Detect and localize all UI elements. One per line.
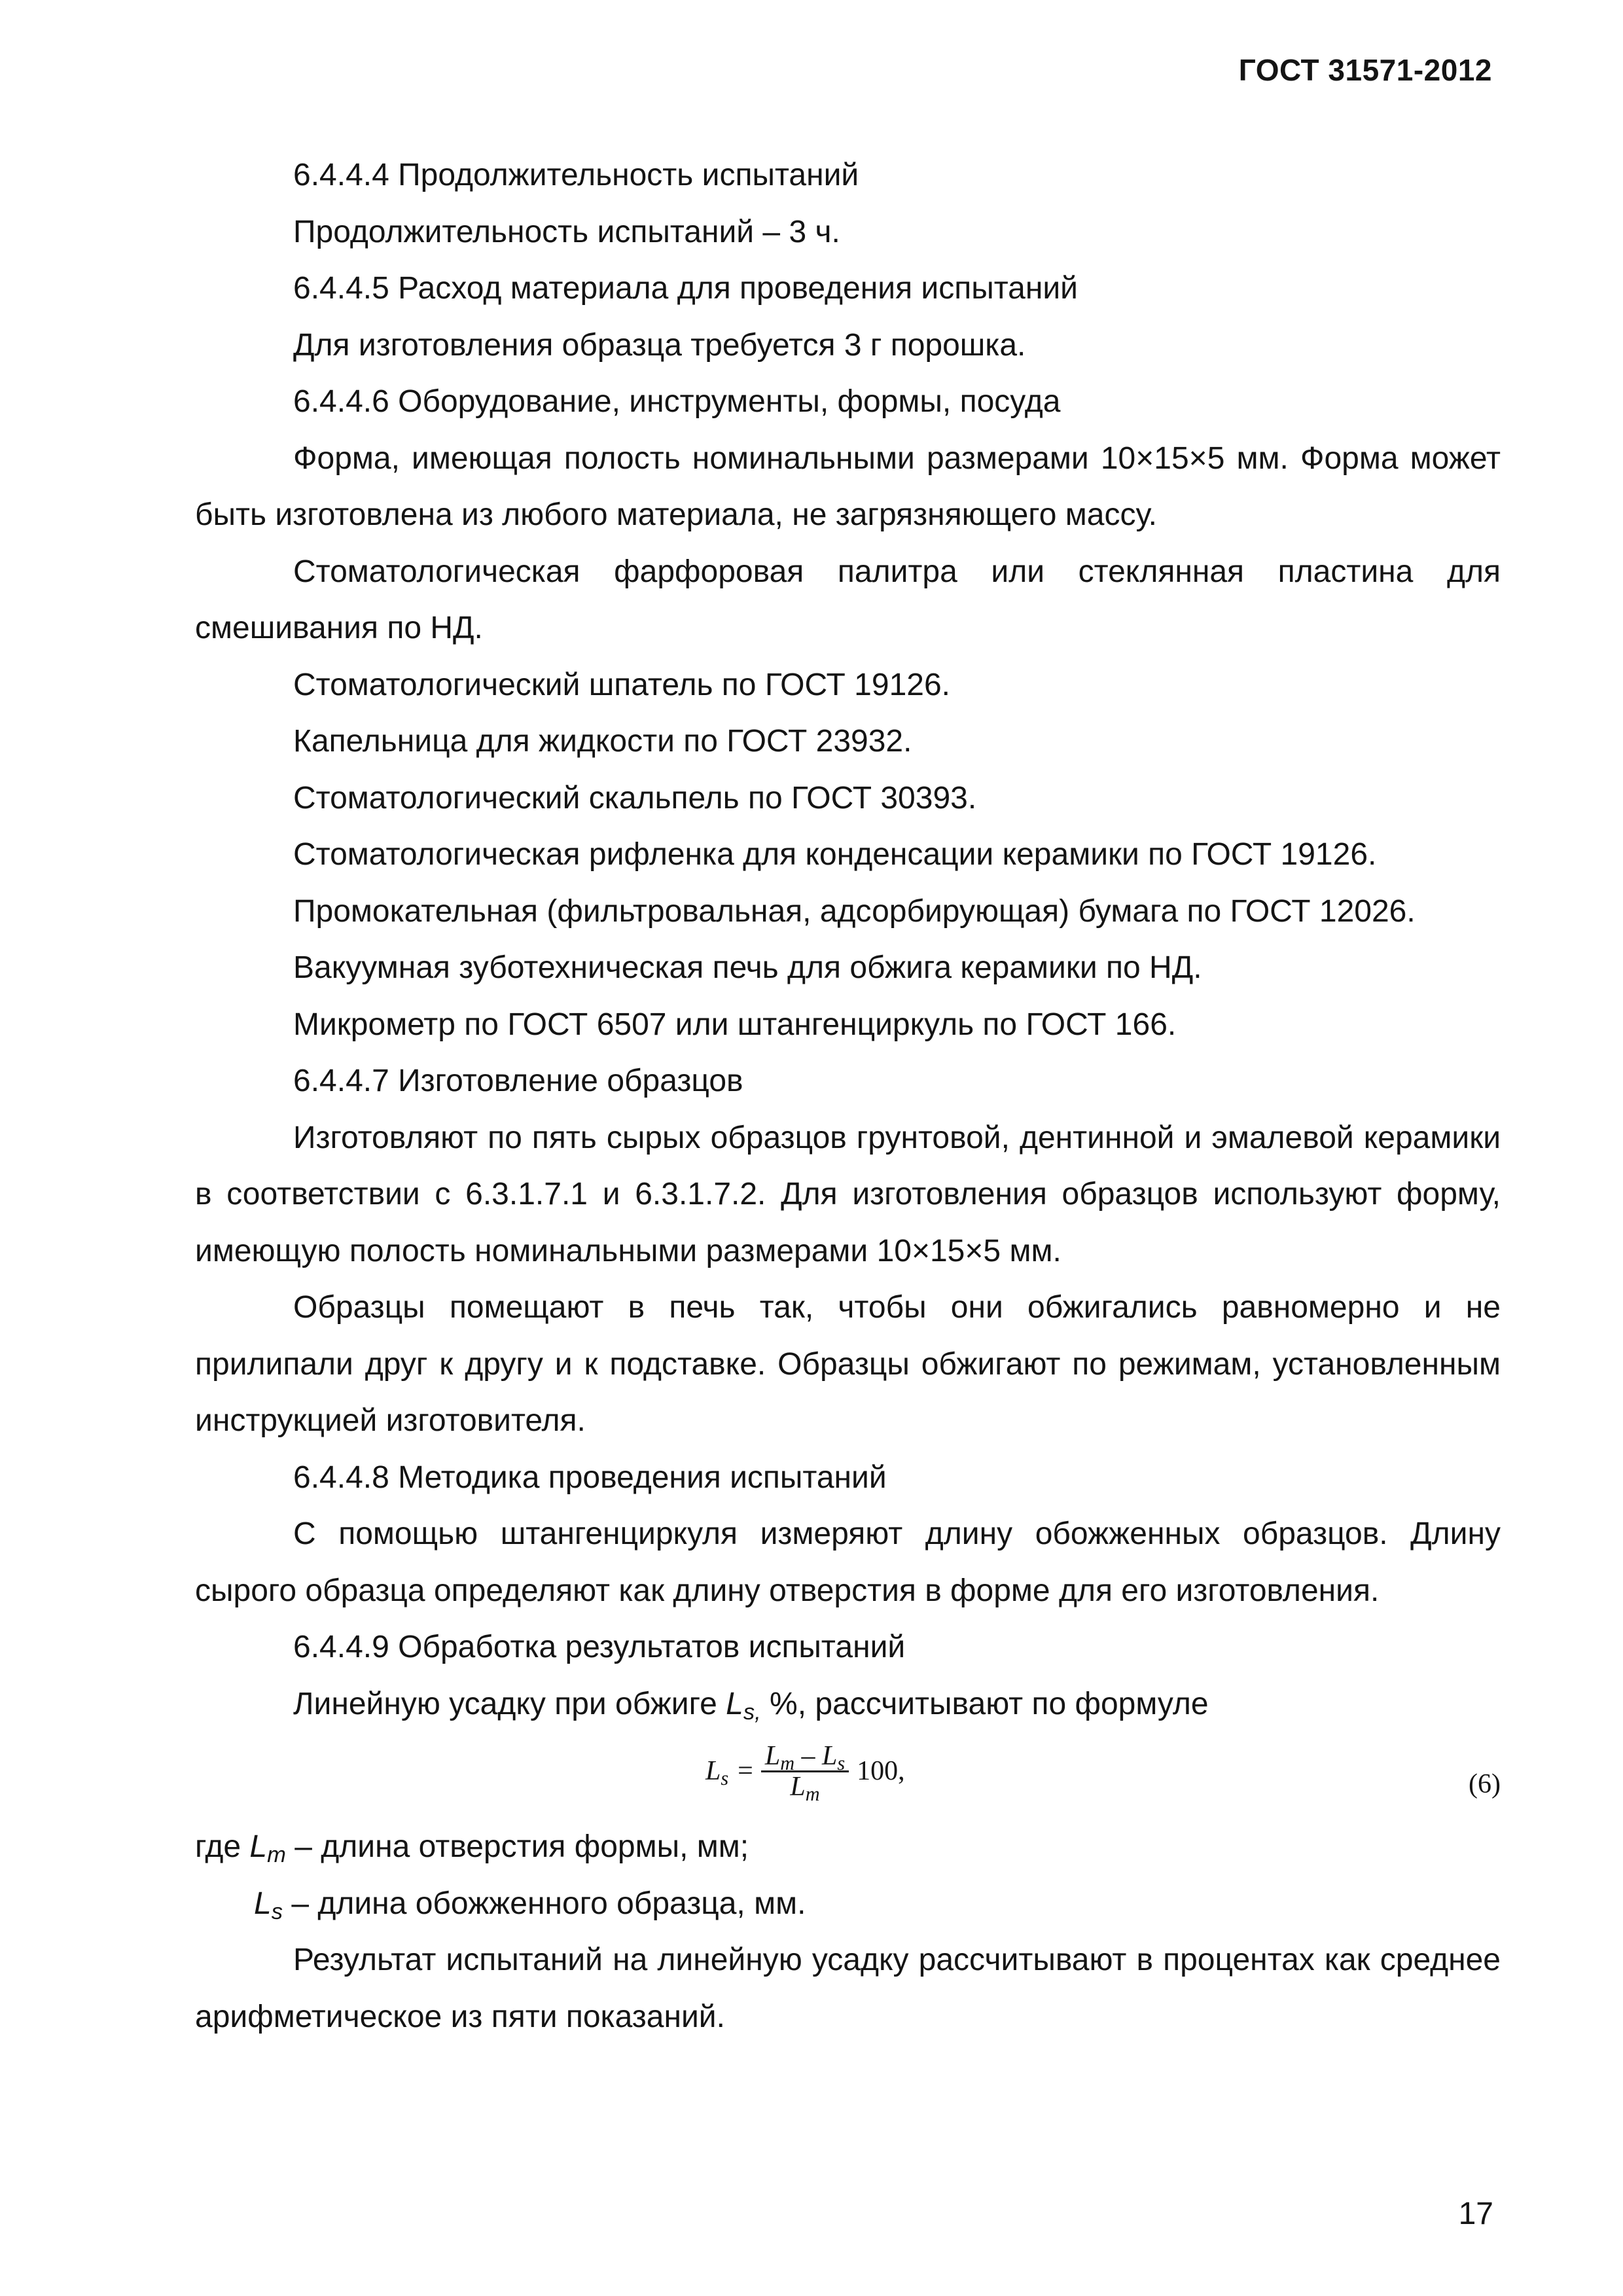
clause-heading-6-4-4-5: 6.4.4.5 Расход материала для проведения испытаний [293,271,1078,306]
page-number: 17 [1458,2197,1493,2231]
clause-heading-6-4-4-8: 6.4.4.8 Методика проведения испытаний [293,1460,887,1495]
paragraph-test-method: С помощью штангенциркуля измеряют длину обожженных образцов. Длину сырого образца определяют как длину отверстия в форме для его изготовления. [195,1516,1501,1608]
paragraph-specimen-preparation: Изготовляют по пять сырых образцов грунтовой, дентинной и эмалевой керамики в соответствии с 6.3.1.7.1 и 6.3.1.7.2. Для изготовления образцов используют форму, имеющую полость номинальными размерами 10×15×5 мм. [195,1120,1501,1268]
paragraph-where-lm [195,1819,1501,1876]
document-code-header: ГОСТ 31571-2012 [1238,53,1492,87]
paragraph-ls-definition [195,1876,1501,1933]
paragraph-furnace: Вакуумная зуботехническая печь для обжига керамики по НД. [293,950,1202,985]
ls-sub: s [271,1899,283,1924]
shrinkage-formula [705,1741,905,1805]
intro-var: L [726,1686,743,1721]
formula-6 [195,1732,1501,1819]
ls-definition: – длина обожженного образца, мм. [282,1886,806,1921]
paragraph-test-duration: Продолжительность испытаний – 3 ч. [293,214,840,249]
clause-heading-6-4-4-6: 6.4.4.6 Оборудование, инструменты, формы, посуда [293,384,1061,419]
paragraph-blotting-paper: Промокательная (фильтровальная, адсорбирующая) бумага по ГОСТ 12026. [293,893,1416,929]
clause-heading-6-4-4-7: 6.4.4.7 Изготовление образцов [293,1064,743,1098]
paragraph-firing: Образцы помещают в печь так, чтобы они обжигались равномерно и не прилипали друг к другу и к подставке. Образцы обжигают по режимам, установленным инструкцией изготовителя. [195,1290,1501,1438]
formula-factor: 100, [857,1756,905,1787]
document-body [195,147,1501,2045]
intro-text-before: Линейную усадку при обжиге [293,1686,726,1721]
intro-text-after: %, рассчитывают по формуле [760,1686,1209,1721]
formula-equals: = [738,1756,753,1787]
where-text: где [195,1829,250,1864]
formula-denominator: $L_m$ [790,1772,820,1805]
lm-definition: – длина отверстия формы, мм; [285,1829,749,1864]
clause-heading-6-4-4-9: 6.4.4.9 Обработка результатов испытаний [293,1630,906,1664]
paragraph-mold: Форма, имеющая полость номинальными размерами 10×15×5 мм. Форма может быть изготовлена из любого материала, не загрязняющего массу. [195,440,1501,532]
lm-sub: m [267,1842,286,1867]
lm-var: L [249,1829,268,1864]
paragraph-result: Результат испытаний на линейную усадку рассчитывают в процентах как среднее арифметическое из пяти показаний. [195,1943,1501,2034]
paragraph-shrinkage-intro [195,1676,1501,1733]
formula-lhs: $L_s$ [705,1756,729,1790]
formula-fraction [761,1741,849,1805]
clause-heading-6-4-4-4: 6.4.4.4 Продолжительность испытаний [293,158,859,192]
intro-var-sub: s, [743,1699,761,1725]
paragraph-condenser: Стоматологическая рифленка для конденсации керамики по ГОСТ 19126. [293,837,1377,872]
paragraph-dropper: Капельница для жидкости по ГОСТ 23932. [293,724,912,759]
formula-numerator: $L_m - L_s$ [761,1742,849,1772]
ls-var: L [254,1886,272,1921]
paragraph-micrometer: Микрометр по ГОСТ 6507 или штангенциркуль по ГОСТ 166. [293,1007,1177,1042]
formula-number: (6) [1469,1769,1501,1799]
paragraph-material-consumption: Для изготовления образца требуется 3 г порошка. [293,327,1026,363]
paragraph-scalpel: Стоматологический скальпель по ГОСТ 30393. [293,780,977,816]
paragraph-spatula: Стоматологический шпатель по ГОСТ 19126. [293,667,950,702]
paragraph-palette: Стоматологическая фарфоровая палитра или стеклянная пластина для смешивания по НД. [195,554,1501,645]
